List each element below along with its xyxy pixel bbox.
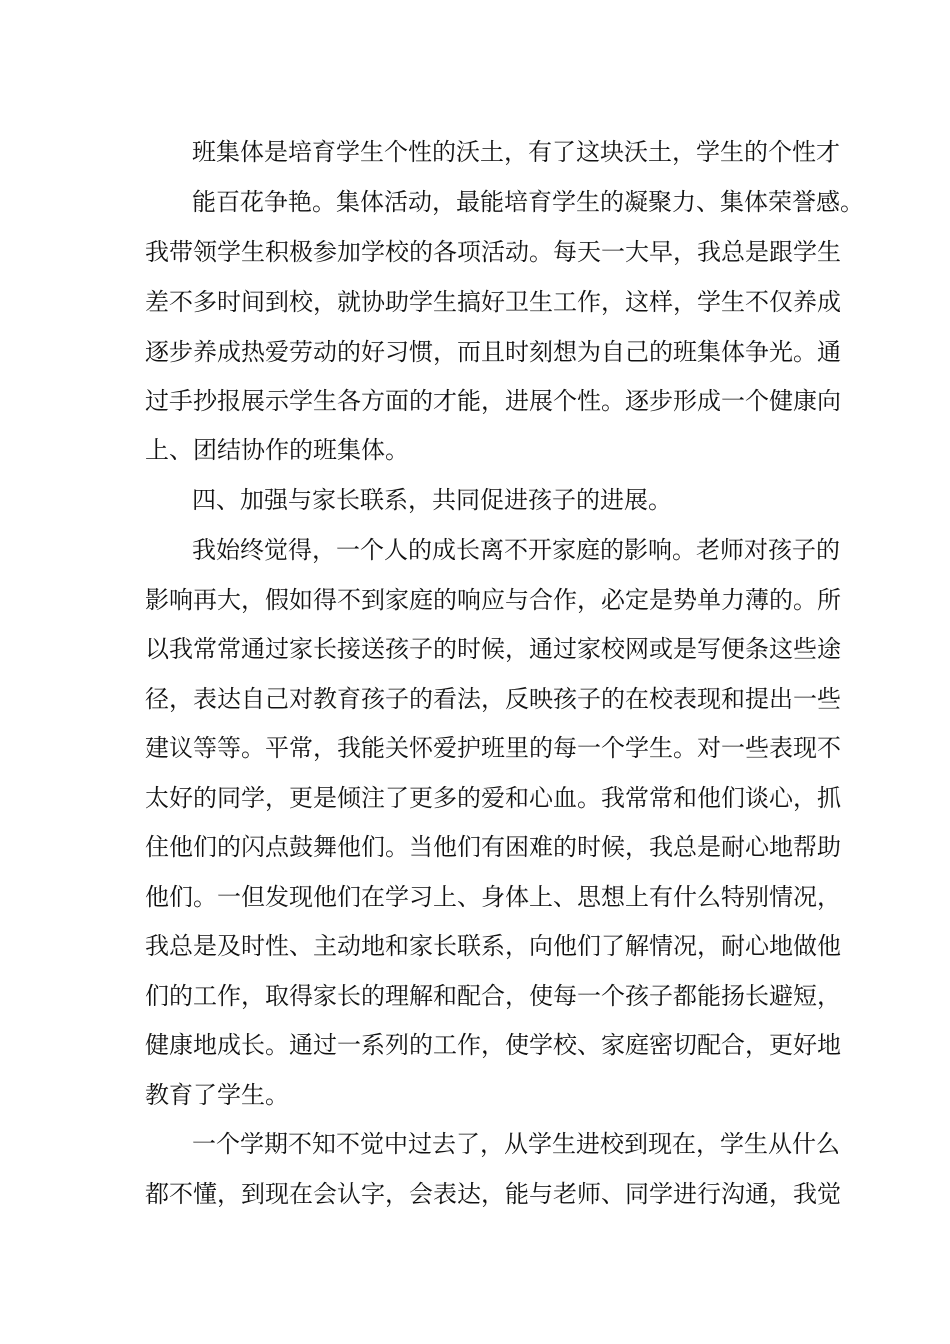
text-line: 班集体是培育学生个性的沃土，有了这块沃土，学生的个性才 xyxy=(192,138,840,166)
text-line: 我始终觉得，一个人的成长离不开家庭的影响。老师对孩子的 xyxy=(192,536,840,564)
text-line: 影响再大，假如得不到家庭的响应与合作，必定是势单力薄的。所 xyxy=(145,586,841,614)
text-line: 太好的同学，更是倾注了更多的爱和心血。我常常和他们谈心，抓 xyxy=(145,784,841,812)
text-line: 逐步养成热爱劳动的好习惯，而且时刻想为自己的班集体争光。通 xyxy=(145,338,841,366)
text-line: 建议等等。平常，我能关怀爱护班里的每一个学生。对一些表现不 xyxy=(145,734,841,762)
text-line: 径，表达自己对教育孩子的看法，反映孩子的在校表现和提出一些 xyxy=(145,685,841,713)
text-line: 健康地成长。通过一系列的工作，使学校、家庭密切配合，更好地 xyxy=(145,1031,841,1059)
text-line: 都不懂，到现在会认字，会表达，能与老师、同学进行沟通，我觉 xyxy=(145,1180,841,1208)
text-line: 们的工作，取得家长的理解和配合，使每一个孩子都能扬长避短， xyxy=(145,982,841,1010)
text-line: 他们。一但发现他们在学习上、身体上、思想上有什么特别情况， xyxy=(145,883,841,911)
text-line: 教育了学生。 xyxy=(145,1081,289,1109)
section-heading: 四、加强与家长联系，共同促进孩子的进展。 xyxy=(192,486,672,514)
text-line: 过手抄报展示学生各方面的才能，进展个性。逐步形成一个健康向 xyxy=(145,387,841,415)
text-line: 一个学期不知不觉中过去了，从学生进校到现在，学生从什么 xyxy=(192,1130,840,1158)
text-line: 我总是及时性、主动地和家长联系，向他们了解情况，耐心地做他 xyxy=(145,932,841,960)
text-line: 我带领学生积极参加学校的各项活动。每天一大早，我总是跟学生 xyxy=(145,238,841,266)
text-line: 差不多时间到校，就协助学生搞好卫生工作，这样，学生不仅养成 xyxy=(145,288,841,316)
text-line: 能百花争艳。集体活动，最能培育学生的凝聚力、集体荣誉感。 xyxy=(192,188,864,216)
text-line: 以我常常通过家长接送孩子的时候，通过家校网或是写便条这些途 xyxy=(145,635,841,663)
text-line: 上、团结协作的班集体。 xyxy=(145,436,409,464)
text-line: 住他们的闪点鼓舞他们。当他们有困难的时候，我总是耐心地帮助 xyxy=(145,833,841,861)
